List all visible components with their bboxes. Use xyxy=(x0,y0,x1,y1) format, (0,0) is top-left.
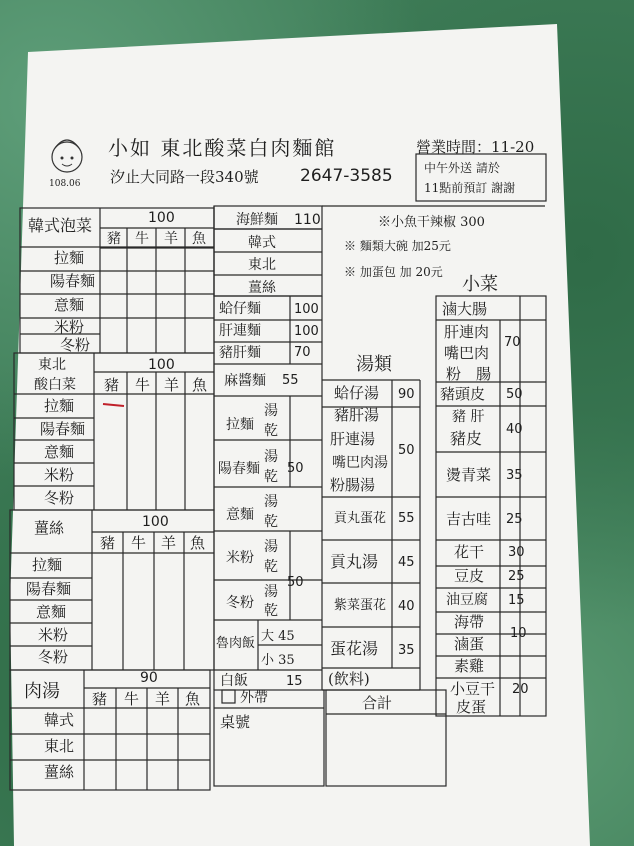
tofu-skin-price: 25 xyxy=(508,569,525,584)
noodle-3-price: 55 xyxy=(282,373,299,388)
ginger-col-3: 魚 xyxy=(190,534,206,552)
meat-soup-title: 肉湯 xyxy=(24,681,60,702)
meat-soup-row-2: 薑絲 xyxy=(44,763,75,781)
noodle-0-price: 100 xyxy=(294,302,319,317)
dongbei-col-3: 魚 xyxy=(192,376,208,394)
soupdry-item-1: 陽春麵 xyxy=(218,461,260,477)
meat-soup-price: 90 xyxy=(140,670,158,686)
large-bowl-note: ※ 麵類大碗 加25元 xyxy=(344,239,451,253)
soup-item-2: 肝連湯 xyxy=(330,430,376,448)
veg-chicken-name: 素雞 xyxy=(454,657,485,675)
dried-tofu-name: 花干 xyxy=(454,543,485,561)
seafood-row-1: 東北 xyxy=(248,257,276,273)
seafood-row-0: 韓式 xyxy=(248,235,276,251)
egg-soup-3-price: 35 xyxy=(398,643,415,658)
meat-soup-row-0: 韓式 xyxy=(44,711,75,729)
seafood-price: 110 xyxy=(294,212,321,228)
dry-label-3: 乾 xyxy=(264,559,278,575)
korean-row-0: 拉麵 xyxy=(54,249,85,267)
egg-soup-0-price: 55 xyxy=(398,511,415,526)
takeout-label: 外帶 xyxy=(240,690,268,706)
egg-soup-0: 貢丸蛋花 xyxy=(334,511,387,526)
side-g1-2: 嘴巴肉 xyxy=(444,344,490,362)
side-dishes-title: 小菜 xyxy=(462,274,498,295)
soupdry-price-a: 50 xyxy=(287,461,304,476)
dongbei-title-1: 東北 xyxy=(38,357,66,373)
ginger-title: 薑絲 xyxy=(34,519,65,537)
soup-label-0: 湯 xyxy=(264,403,278,419)
dry-label-0: 乾 xyxy=(264,423,278,439)
soup-item-0: 蛤仔湯 xyxy=(334,384,380,402)
drinks-label: (飲料) xyxy=(328,670,370,688)
add-egg-note: ※ 加蛋包 加 20元 xyxy=(344,265,443,279)
braised-egg-name: 滷蛋 xyxy=(454,635,485,653)
dongbei-col-2: 羊 xyxy=(164,376,180,394)
korean-row-3: 米粉 xyxy=(54,318,85,336)
korean-row-1: 陽春麵 xyxy=(50,272,96,290)
dongbei-title-2: 酸白菜 xyxy=(34,377,76,393)
greens-price: 35 xyxy=(506,468,523,483)
dongbei-col-0: 豬 xyxy=(104,376,120,394)
egg-soup-2: 紫菜蛋花 xyxy=(334,598,387,613)
soup-item-4: 粉腸湯 xyxy=(330,476,376,494)
total-label: 合計 xyxy=(362,694,393,712)
soupdry-item-2: 意麵 xyxy=(226,507,254,523)
ginger-col-2: 羊 xyxy=(161,534,177,552)
fried-tofu-price: 15 xyxy=(508,593,525,608)
soup-item-3: 嘴巴肉湯 xyxy=(332,455,388,471)
meat-soup-row-1: 東北 xyxy=(44,737,75,755)
shop-phone: 2647-3585 xyxy=(300,166,393,186)
braised-rice-name: 魯肉飯 xyxy=(216,636,256,651)
dry-label-2: 乾 xyxy=(264,514,278,530)
egg-soup-2-price: 40 xyxy=(398,599,415,614)
tempura-name: 吉古哇 xyxy=(446,510,492,528)
meat-soup-col-1: 牛 xyxy=(124,690,140,708)
noodle-2-name: 豬肝麵 xyxy=(219,345,261,361)
dongbei-row-0: 拉麵 xyxy=(44,397,75,415)
soupdry-price-b: 50 xyxy=(287,575,304,590)
korean-col-0: 豬 xyxy=(107,231,121,247)
side-g1-0: 滷大腸 xyxy=(442,300,488,318)
white-rice-price: 15 xyxy=(286,674,303,689)
small-dried-tofu-name: 小豆干 xyxy=(450,680,496,698)
shop-address: 汐止大同路一段340號 xyxy=(110,168,259,186)
kelp-name: 海帶 xyxy=(454,613,485,631)
braised-rice-large: 大 45 xyxy=(261,629,295,644)
braised-egg-price: 10 xyxy=(510,626,527,641)
korean-col-1: 牛 xyxy=(135,231,149,247)
greens-name: 燙青菜 xyxy=(446,466,492,484)
ginger-col-0: 豬 xyxy=(100,534,116,552)
noodle-0-name: 蛤仔麵 xyxy=(219,301,261,317)
soups-title: 湯類 xyxy=(356,354,392,375)
side-g2-price: 40 xyxy=(506,422,523,437)
korean-row-2: 意麵 xyxy=(54,296,85,314)
dongbei-col-1: 牛 xyxy=(135,376,151,394)
dongbei-row-3: 米粉 xyxy=(44,466,75,484)
side-g1-price: 70 xyxy=(504,335,521,350)
side-g2-1: 豬皮 xyxy=(450,429,483,448)
ginger-row-4: 冬粉 xyxy=(38,648,69,666)
soup-label-2: 湯 xyxy=(264,494,278,510)
soup-label-1: 湯 xyxy=(264,449,278,465)
logo-code: 108.06 xyxy=(49,179,81,189)
soup-group-price: 50 xyxy=(398,443,415,458)
egg-soup-3: 蛋花湯 xyxy=(330,639,379,658)
meat-soup-col-0: 豬 xyxy=(92,690,108,708)
noodle-2-price: 70 xyxy=(294,345,311,360)
soupdry-item-0: 拉麵 xyxy=(226,417,254,433)
soup-item-1: 豬肝湯 xyxy=(334,406,380,424)
noodle-1-price: 100 xyxy=(294,324,319,339)
chili-note: ※小魚干辣椒 300 xyxy=(378,215,485,230)
shop-name: 小如 東北酸菜白肉麵館 xyxy=(108,136,337,160)
ginger-row-0: 拉麵 xyxy=(32,556,63,574)
meat-soup-col-3: 魚 xyxy=(185,690,201,708)
noodle-1-name: 肝連麵 xyxy=(219,323,261,339)
korean-col-2: 羊 xyxy=(164,231,178,247)
ginger-price: 100 xyxy=(142,514,169,530)
dried-tofu-price: 30 xyxy=(508,545,525,560)
delivery-note-line1: 中午外送 請於 xyxy=(424,161,500,175)
dongbei-row-2: 意麵 xyxy=(44,443,75,461)
ginger-row-2: 意麵 xyxy=(36,603,67,621)
seafood-row-2: 薑絲 xyxy=(248,280,276,296)
korean-row-4: 冬粉 xyxy=(60,336,91,354)
soupdry-item-3: 米粉 xyxy=(226,550,254,566)
ginger-row-1: 陽春麵 xyxy=(26,580,72,598)
ginger-row-3: 米粉 xyxy=(38,626,69,644)
korean-price: 100 xyxy=(148,210,175,226)
tempura-price: 25 xyxy=(506,512,523,527)
braised-rice-small: 小 35 xyxy=(261,653,295,668)
ginger-col-1: 牛 xyxy=(131,534,147,552)
korean-col-3: 魚 xyxy=(192,231,206,247)
white-rice-name: 白飯 xyxy=(220,673,248,689)
soupdry-item-4: 冬粉 xyxy=(226,595,254,611)
soup-label-4: 湯 xyxy=(264,584,278,600)
seafood-title: 海鮮麵 xyxy=(236,212,278,228)
side-g1-1: 肝連肉 xyxy=(444,323,490,341)
dongbei-row-4: 冬粉 xyxy=(44,489,75,507)
delivery-note-line2: 11點前預訂 謝謝 xyxy=(424,181,516,195)
egg-soup-1: 貢丸湯 xyxy=(330,552,379,571)
small-dried-tofu-price: 20 xyxy=(512,682,529,697)
table-number-label: 桌號 xyxy=(220,713,251,731)
dongbei-price: 100 xyxy=(148,357,175,373)
dongbei-row-1: 陽春麵 xyxy=(40,420,86,438)
tofu-skin-name: 豆皮 xyxy=(454,567,485,585)
dry-label-1: 乾 xyxy=(264,469,278,485)
soup-label-3: 湯 xyxy=(264,539,278,555)
pig-head-price: 50 xyxy=(506,387,523,402)
egg-soup-1-price: 45 xyxy=(398,555,415,570)
noodle-3-name: 麻醬麵 xyxy=(224,373,266,389)
soup-item-0-price: 90 xyxy=(398,387,415,402)
side-g1-3: 粉 腸 xyxy=(446,365,492,383)
side-g2-0: 豬 肝 xyxy=(452,409,485,425)
pig-head-name: 豬頭皮 xyxy=(440,385,486,403)
fried-tofu-name: 油豆腐 xyxy=(446,592,488,608)
meat-soup-col-2: 羊 xyxy=(155,690,171,708)
dry-label-4: 乾 xyxy=(264,603,278,619)
korean-title: 韓式泡菜 xyxy=(28,216,93,235)
century-egg-name: 皮蛋 xyxy=(456,698,487,716)
business-hours: 營業時間：11-20 xyxy=(416,138,535,156)
